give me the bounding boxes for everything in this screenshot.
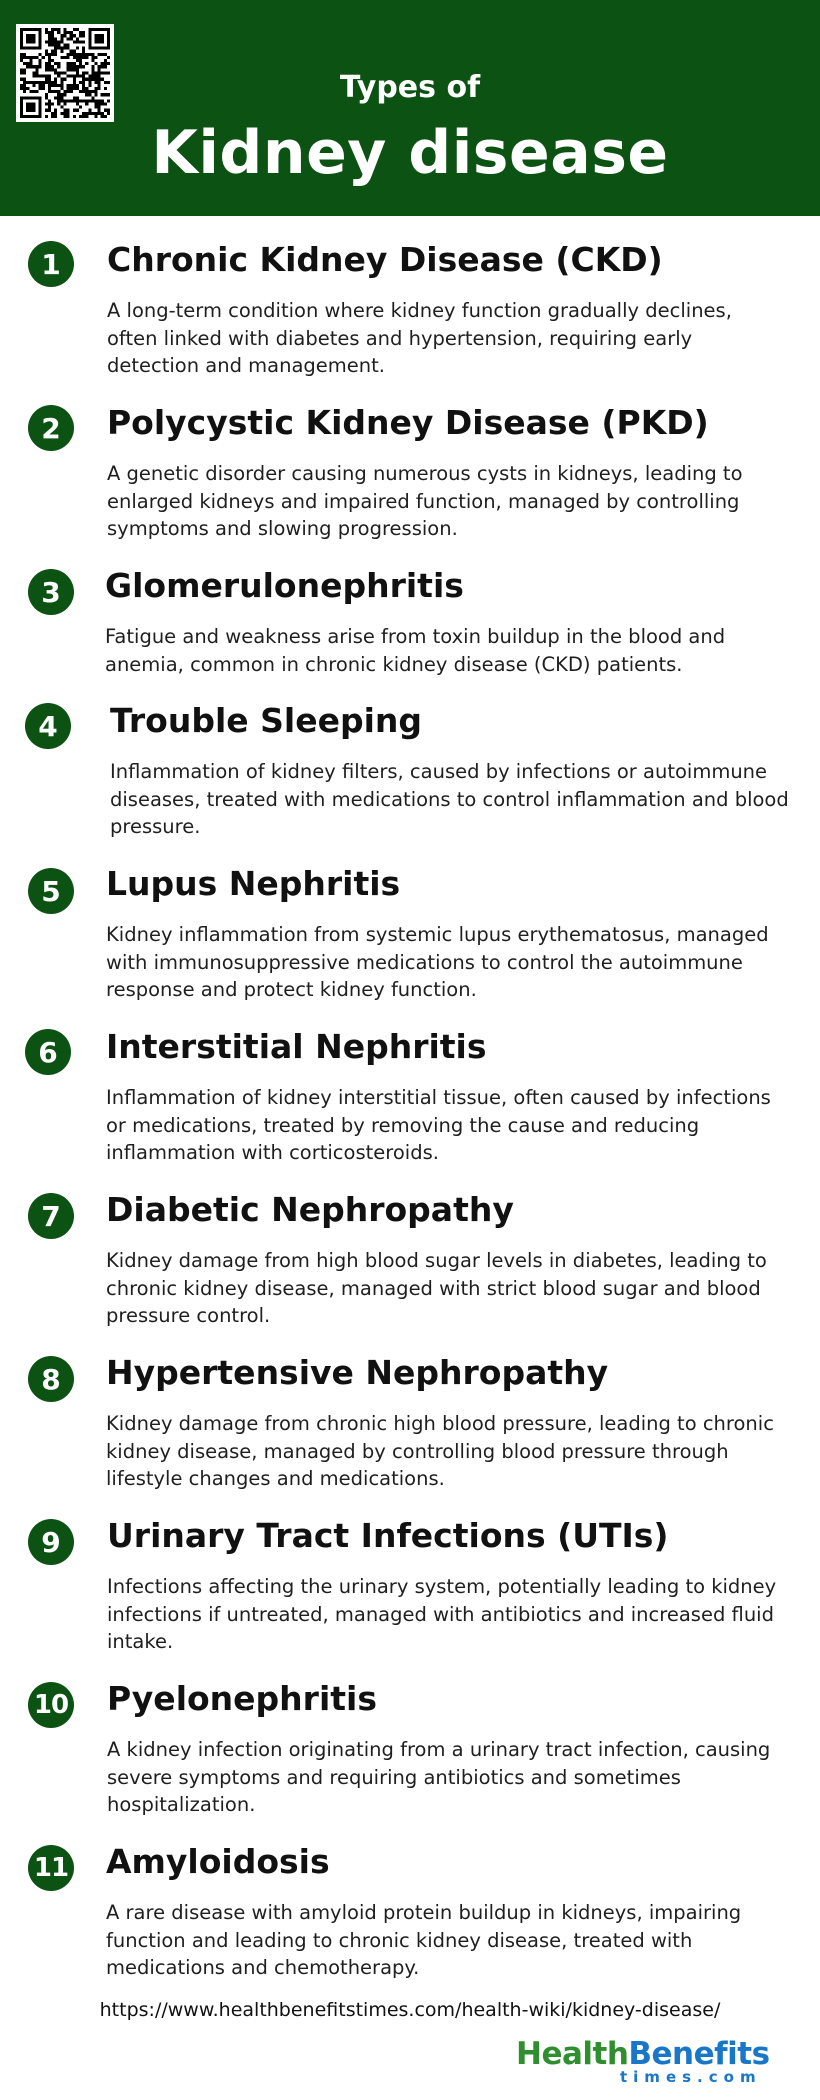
item-number-badge: 10 (28, 1682, 74, 1728)
item-title: Amyloidosis (106, 1842, 330, 1881)
logo-wordmark (516, 2036, 770, 2072)
page-title: Kidney disease (151, 118, 669, 188)
item-description: Infections affecting the urinary system, potentially leading to kidney infections if untreated, managed with antibiotics and increased fluid intake. (107, 1575, 777, 1653)
item-title: Polycystic Kidney Disease (PKD) (107, 403, 709, 442)
item-description: Inflammation of kidney filters, caused by infections or autoimmune diseases, treated with medications to control inflammation and blood pressure. (110, 760, 789, 838)
item-description: Kidney damage from high blood sugar levels in diabetes, leading to chronic kidney disease, managed with strict blood sugar and blood pressure control. (106, 1249, 767, 1327)
header-banner (0, 0, 820, 216)
item-description: Kidney inflammation from systemic lupus erythematosus, managed with immunosuppressive medications to control the autoimmune response and protect kidney function. (106, 923, 769, 1001)
site-logo[interactable] (516, 2036, 770, 2086)
item-title: Trouble Sleeping (110, 701, 423, 740)
item-title: Glomerulonephritis (105, 566, 464, 605)
logo-subtext: times.com (620, 2068, 762, 2086)
item-number-badge: 9 (28, 1519, 74, 1565)
item-title: Diabetic Nephropathy (106, 1190, 514, 1229)
item-number-badge: 11 (28, 1845, 74, 1891)
item-number-badge: 7 (28, 1193, 74, 1239)
item-title: Interstitial Nephritis (106, 1027, 487, 1066)
logo-wordmark-part1: Health (516, 2036, 629, 2072)
item-title: Pyelonephritis (107, 1679, 377, 1718)
item-number-badge: 3 (28, 569, 74, 615)
logo-wordmark-part2: Benefits (628, 2036, 770, 2072)
item-number-badge: 4 (25, 703, 71, 749)
item-title: Chronic Kidney Disease (CKD) (107, 240, 663, 279)
item-description: Inflammation of kidney interstitial tissue, often caused by infections or medications, treated by removing the cause and reducing inflammation with corticosteroids. (106, 1086, 771, 1164)
source-url[interactable]: https://www.healthbenefitstimes.com/health-wiki/kidney-disease/ (99, 1999, 721, 2021)
item-number-badge: 2 (28, 405, 74, 451)
header-subtitle: Types of (339, 70, 481, 105)
item-description: A kidney infection originating from a urinary tract infection, causing severe symptoms and requiring antibiotics and sometimes hospitalization. (107, 1738, 771, 1816)
item-description: Fatigue and weakness arise from toxin buildup in the blood and anemia, common in chronic kidney disease (CKD) patients. (105, 625, 726, 676)
item-description: A genetic disorder causing numerous cysts in kidneys, leading to enlarged kidneys and impaired function, managed by controlling symptoms and slowing progression. (107, 462, 743, 540)
item-title: Lupus Nephritis (106, 864, 401, 903)
item-number-badge: 5 (28, 868, 74, 914)
item-number-badge: 8 (28, 1356, 74, 1402)
item-title: Urinary Tract Infections (UTIs) (107, 1516, 669, 1555)
item-description: A rare disease with amyloid protein buildup in kidneys, impairing function and leading to chronic kidney disease, treated with medications and chemotherapy. (106, 1901, 742, 1979)
item-number-badge: 6 (25, 1029, 71, 1075)
item-description: A long-term condition where kidney function gradually declines, often linked with diabetes and hypertension, requiring early detection and management. (107, 299, 732, 377)
item-description: Kidney damage from chronic high blood pressure, leading to chronic kidney disease, managed by controlling blood pressure through lifestyle changes and medications. (106, 1412, 774, 1490)
item-title: Hypertensive Nephropathy (106, 1353, 609, 1392)
item-number-badge: 1 (28, 241, 74, 287)
